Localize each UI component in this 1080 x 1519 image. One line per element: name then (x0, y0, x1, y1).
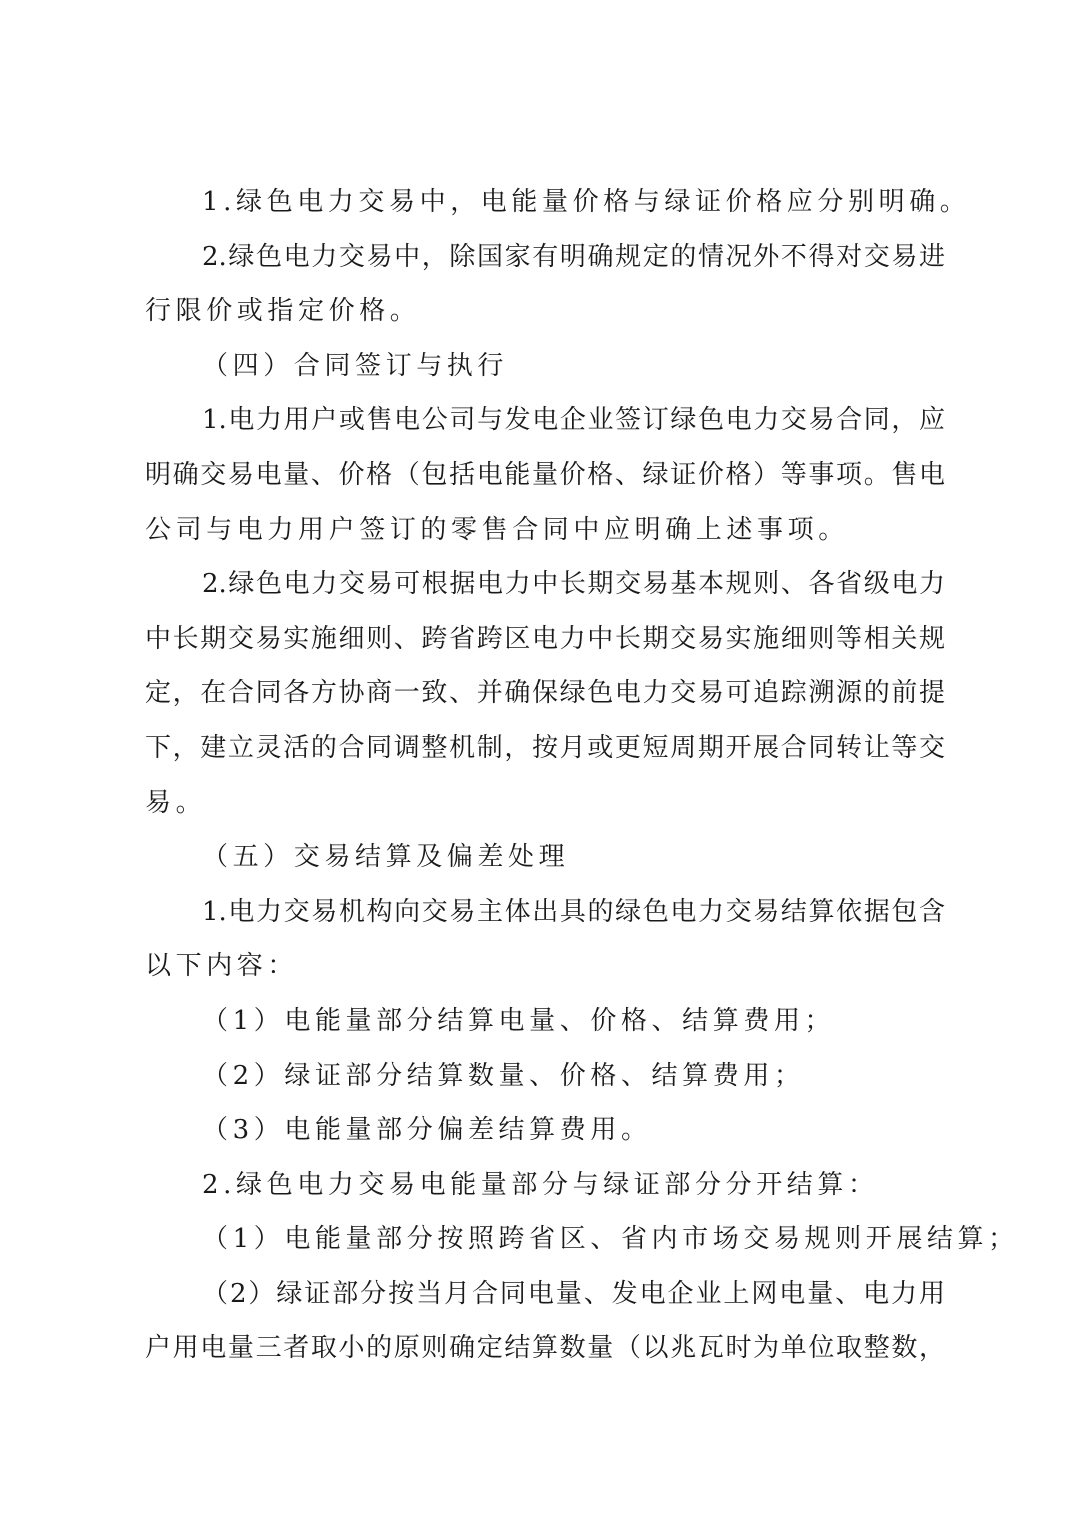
paragraph-line: 中长期交易实施细则、跨省跨区电力中长期交易实施细则等相关规 (145, 623, 945, 654)
paragraph-line: 定，在合同各方协商一致、并确保绿色电力交易可追踪溯源的前提 (145, 678, 945, 709)
paragraph-line: 明确交易电量、价格（包括电能量价格、绿证价格）等事项。售电 (145, 459, 945, 490)
paragraph-line: 2.绿色电力交易中，除国家有明确规定的情况外不得对交易进 (202, 241, 945, 272)
section-heading: （五）交易结算及偏差处理 (202, 842, 570, 873)
list-item: （2）绿证部分按当月合同电量、发电企业上网电量、电力用 (202, 1278, 945, 1309)
paragraph-line: 易。 (145, 787, 207, 818)
list-item: （3）电能量部分偏差结算费用。 (202, 1115, 652, 1146)
paragraph-line: 1.电力交易机构向交易主体出具的绿色电力交易结算依据包含 (202, 896, 945, 927)
paragraph-line: 以下内容： (145, 951, 299, 982)
paragraph-line: 户用电量三者取小的原则确定结算数量（以兆瓦时为单位取整数， (145, 1333, 945, 1364)
list-item: （1）电能量部分按照跨省区、省内市场交易规则开展结算； (202, 1224, 1019, 1255)
section-heading: （四）合同签订与执行 (202, 350, 509, 381)
paragraph-line: 行限价或指定价格。 (145, 296, 421, 327)
paragraph-line: 2.绿色电力交易可根据电力中长期交易基本规则、各省级电力 (202, 569, 945, 600)
paragraph-line: 下，建立灵活的合同调整机制，按月或更短周期开展合同转让等交 (145, 732, 945, 763)
paragraph-line: 1.绿色电力交易中，电能量价格与绿证价格应分别明确。 (202, 187, 971, 217)
paragraph-line: 1.电力用户或售电公司与发电企业签订绿色电力交易合同，应 (202, 405, 945, 436)
paragraph-line: 公司与电力用户签订的零售合同中应明确上述事项。 (145, 514, 849, 545)
document-body (145, 175, 1019, 1376)
list-item: （1）电能量部分结算电量、价格、结算费用； (202, 1005, 836, 1036)
list-item: （2）绿证部分结算数量、价格、结算费用； (202, 1060, 805, 1091)
paragraph-line: 2.绿色电力交易电能量部分与绿证部分分开结算： (202, 1169, 879, 1200)
